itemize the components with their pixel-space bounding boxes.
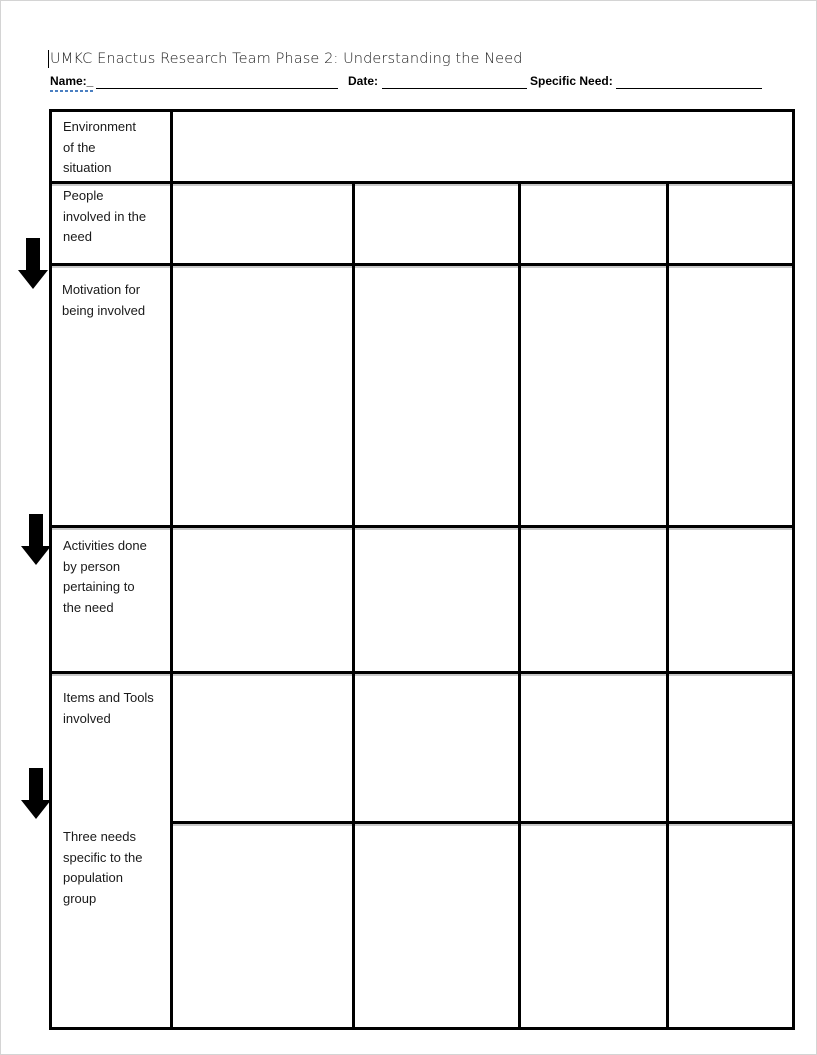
motivation-cell[interactable] [669, 266, 792, 525]
row-label-environment: Environment of the situation [63, 119, 136, 175]
three-needs-cell[interactable] [355, 824, 518, 1027]
down-arrow-icon [21, 514, 51, 566]
activities-cell[interactable] [355, 528, 518, 671]
row-label-activities: Activities done by person pertaining to the need [63, 538, 147, 615]
activities-cell[interactable] [669, 528, 792, 671]
motivation-cell[interactable] [355, 266, 518, 525]
people-cell[interactable] [521, 184, 666, 263]
activities-cell[interactable] [521, 528, 666, 671]
items-tools-cell[interactable] [355, 674, 518, 821]
people-cell[interactable] [173, 184, 352, 263]
environment-cell[interactable] [173, 112, 792, 181]
specific-need-label[interactable]: Specific Need: [530, 74, 613, 88]
document-title[interactable]: UMKC Enactus Research Team Phase 2: Understanding the Need [50, 51, 523, 67]
down-arrow-icon [21, 768, 51, 820]
row-label-people: People involved in the need [63, 188, 147, 244]
spellcheck-underline [50, 90, 95, 92]
text-cursor [48, 50, 49, 68]
activities-cell[interactable] [173, 528, 352, 671]
items-tools-cell[interactable] [521, 674, 666, 821]
people-cell[interactable] [669, 184, 792, 263]
people-cell[interactable] [355, 184, 518, 263]
specific-need-blank-line[interactable] [616, 88, 762, 89]
items-tools-cell[interactable] [669, 674, 792, 821]
row-label-motivation: Motivation for being involved [62, 282, 146, 318]
name-label[interactable]: Name:_ [50, 74, 94, 88]
table-border-right [792, 109, 795, 1030]
motivation-cell[interactable] [173, 266, 352, 525]
date-label[interactable]: Date: [348, 74, 379, 88]
three-needs-cell[interactable] [173, 824, 352, 1027]
date-blank-line[interactable] [382, 88, 527, 89]
items-tools-cell[interactable] [173, 674, 352, 821]
three-needs-cell[interactable] [669, 824, 792, 1027]
table-border-bottom [49, 1027, 795, 1030]
table-border-left [49, 109, 52, 1030]
three-needs-cell[interactable] [521, 824, 666, 1027]
row-label-items-tools: Items and Tools involved [63, 690, 154, 726]
motivation-cell[interactable] [521, 266, 666, 525]
name-blank-line[interactable] [96, 88, 338, 89]
down-arrow-icon [18, 238, 48, 290]
row-label-three-needs: Three needs specific to the population group [63, 829, 143, 906]
